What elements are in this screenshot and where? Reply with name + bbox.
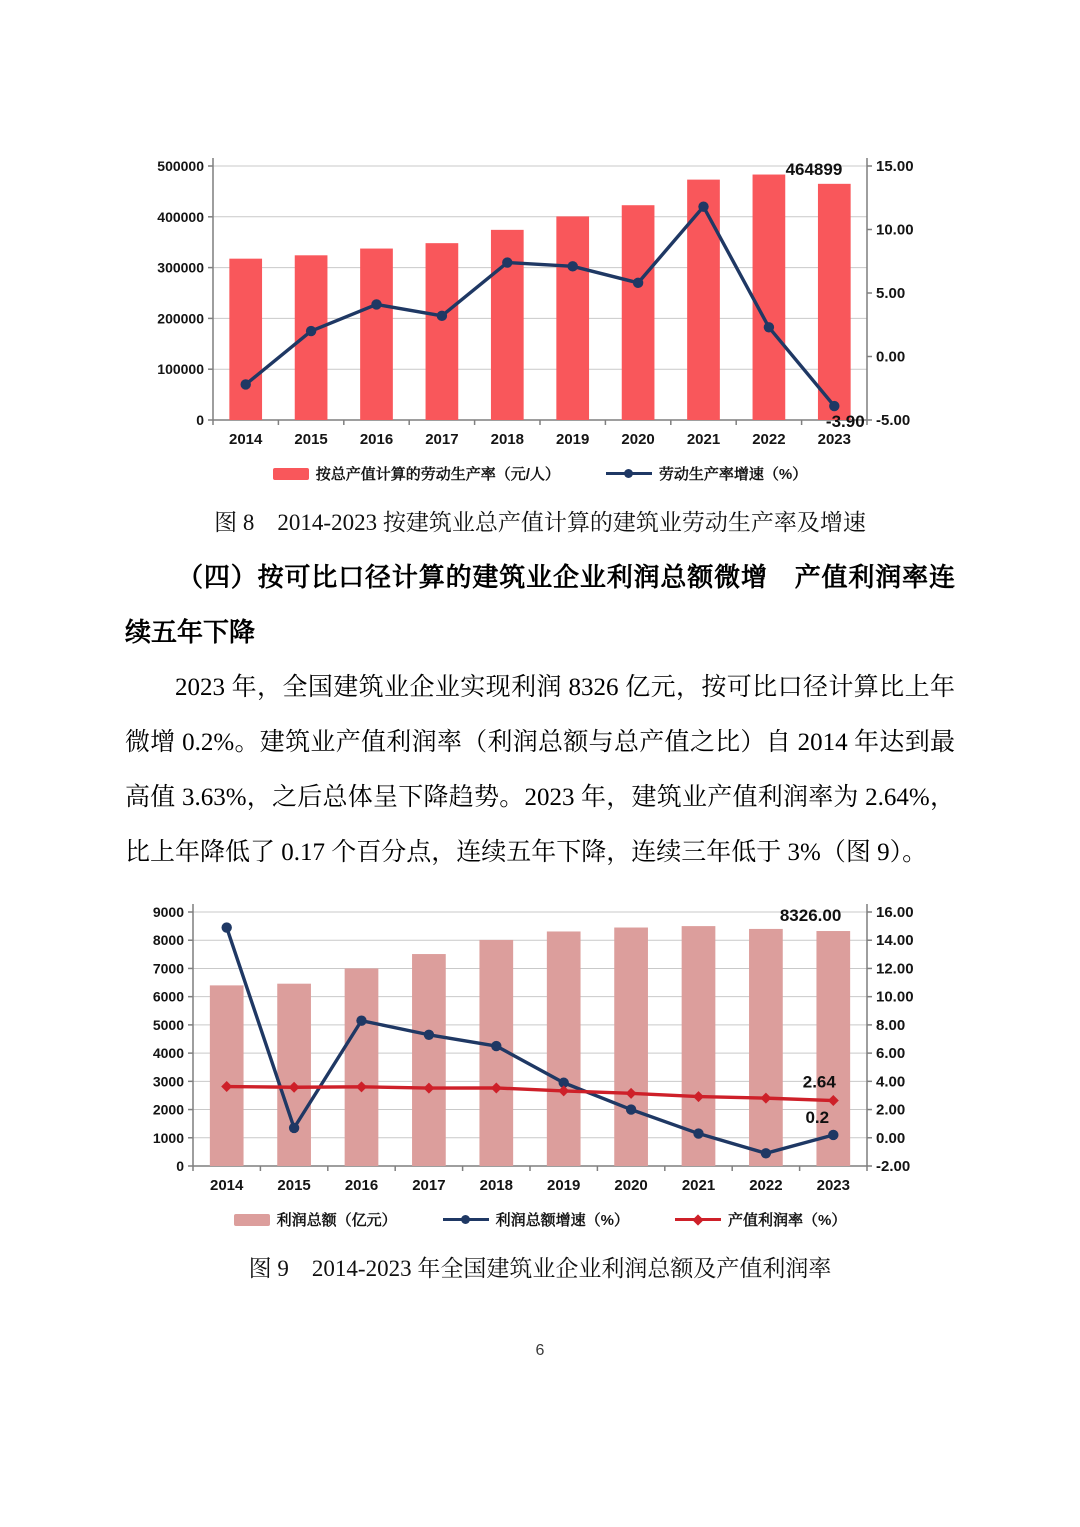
svg-text:5.00: 5.00	[876, 285, 906, 302]
svg-text:400000: 400000	[157, 208, 204, 225]
svg-text:2018: 2018	[490, 431, 524, 448]
figure9-section	[125, 896, 955, 1286]
svg-text:2020: 2020	[621, 431, 655, 448]
svg-text:8000: 8000	[152, 932, 184, 949]
legend-line-dot-swatch-icon	[606, 467, 652, 481]
svg-text:-3.90: -3.90	[825, 412, 865, 431]
figure9-chart	[125, 896, 955, 1201]
svg-text:2.64: 2.64	[802, 1072, 836, 1092]
legend-label: 劳动生产率增速（%）	[658, 466, 808, 483]
svg-text:464899: 464899	[785, 160, 843, 179]
svg-text:12.00: 12.00	[876, 960, 914, 978]
svg-text:2019: 2019	[547, 1177, 581, 1194]
svg-text:3000: 3000	[152, 1073, 184, 1090]
svg-text:2.00: 2.00	[876, 1101, 906, 1119]
svg-text:4000: 4000	[152, 1045, 184, 1062]
svg-text:2023: 2023	[817, 431, 851, 448]
svg-text:2014: 2014	[229, 431, 263, 448]
figure9-caption: 图 9 2014-2023 年全国建筑业企业利润总额及产值利润率	[248, 1256, 832, 1281]
svg-text:1000: 1000	[152, 1129, 184, 1146]
svg-text:9000: 9000	[152, 904, 184, 920]
svg-text:2017: 2017	[412, 1177, 446, 1194]
svg-text:2016: 2016	[359, 431, 394, 448]
svg-text:2021: 2021	[686, 431, 721, 448]
svg-text:2019: 2019	[556, 431, 590, 448]
svg-text:7000: 7000	[152, 960, 184, 977]
legend-item	[443, 1209, 629, 1230]
svg-text:2015: 2015	[277, 1177, 311, 1194]
figure8-caption: 图 8 2014-2023 按建筑业总产值计算的建筑业劳动生产率及增速	[214, 510, 866, 535]
legend-item	[273, 463, 560, 484]
svg-text:0.2: 0.2	[805, 1107, 830, 1127]
section-heading: （四）按可比口径计算的建筑业企业利润总额微增 产值利润率连续五年下降	[125, 563, 955, 647]
svg-text:200000: 200000	[157, 310, 204, 327]
svg-text:0.00: 0.00	[876, 348, 906, 366]
svg-text:0.00: 0.00	[876, 1129, 906, 1147]
figure8-chart	[125, 150, 955, 455]
svg-text:2022: 2022	[752, 431, 786, 448]
svg-text:2022: 2022	[749, 1177, 783, 1194]
svg-text:6.00: 6.00	[876, 1045, 906, 1063]
svg-text:0: 0	[196, 412, 204, 428]
svg-text:0: 0	[176, 1158, 184, 1174]
figure8-legend	[125, 463, 955, 484]
svg-text:-2.00: -2.00	[876, 1158, 911, 1175]
svg-text:2020: 2020	[614, 1177, 648, 1194]
legend-label: 利润总额增速（%）	[495, 1212, 629, 1229]
body-paragraph: 2023 年，全国建筑业企业实现利润 8326 亿元，按可比口径计算比上年微增 0.2%。建筑业产值利润率（利润总额与总产值之比）自 2014 年达到最高值 3.63%，之后总体呈下降趋势。2023 年，建筑业产值利润率为 2.64%，比上年降低了 0.17 个百分点，连续五年下降，连续三年低于 3%（图 9）。	[125, 674, 955, 866]
svg-text:14.00: 14.00	[876, 932, 914, 950]
svg-text:500000: 500000	[157, 158, 204, 174]
legend-line-diamond-swatch-icon	[675, 1213, 721, 1227]
svg-text:16.00: 16.00	[876, 904, 914, 921]
legend-label: 产值利润率（%）	[728, 1212, 847, 1229]
svg-text:8.00: 8.00	[876, 1016, 906, 1034]
legend-item	[675, 1209, 846, 1230]
legend-bar-swatch-icon	[234, 1214, 270, 1226]
figure9-legend	[125, 1209, 955, 1230]
svg-text:6000: 6000	[152, 988, 184, 1005]
legend-line-dot-swatch-icon	[443, 1213, 489, 1227]
svg-text:2021: 2021	[681, 1177, 716, 1194]
page-content	[125, 0, 955, 1360]
legend-bar-swatch-icon	[273, 468, 309, 480]
svg-text:2023: 2023	[816, 1177, 850, 1194]
svg-text:2015: 2015	[294, 431, 328, 448]
legend-label: 利润总额（亿元）	[276, 1212, 397, 1229]
svg-text:8326.00: 8326.00	[779, 906, 842, 925]
legend-item	[606, 463, 807, 484]
svg-text:15.00: 15.00	[876, 158, 914, 175]
figure8-section	[125, 150, 955, 540]
svg-text:2018: 2018	[479, 1177, 513, 1194]
svg-text:2000: 2000	[152, 1101, 184, 1118]
svg-text:-5.00: -5.00	[876, 412, 911, 429]
svg-text:2017: 2017	[425, 431, 459, 448]
svg-text:300000: 300000	[157, 259, 204, 276]
svg-text:5000: 5000	[152, 1016, 184, 1033]
legend-label: 按总产值计算的劳动生产率（元/人）	[315, 466, 560, 483]
svg-text:2014: 2014	[210, 1177, 244, 1194]
svg-text:4.00: 4.00	[876, 1073, 906, 1091]
svg-text:10.00: 10.00	[876, 988, 914, 1006]
svg-text:100000: 100000	[157, 361, 204, 378]
svg-text:2016: 2016	[344, 1177, 379, 1194]
page-number: 6	[535, 1342, 545, 1359]
svg-text:10.00: 10.00	[876, 221, 914, 239]
legend-item	[234, 1209, 397, 1230]
